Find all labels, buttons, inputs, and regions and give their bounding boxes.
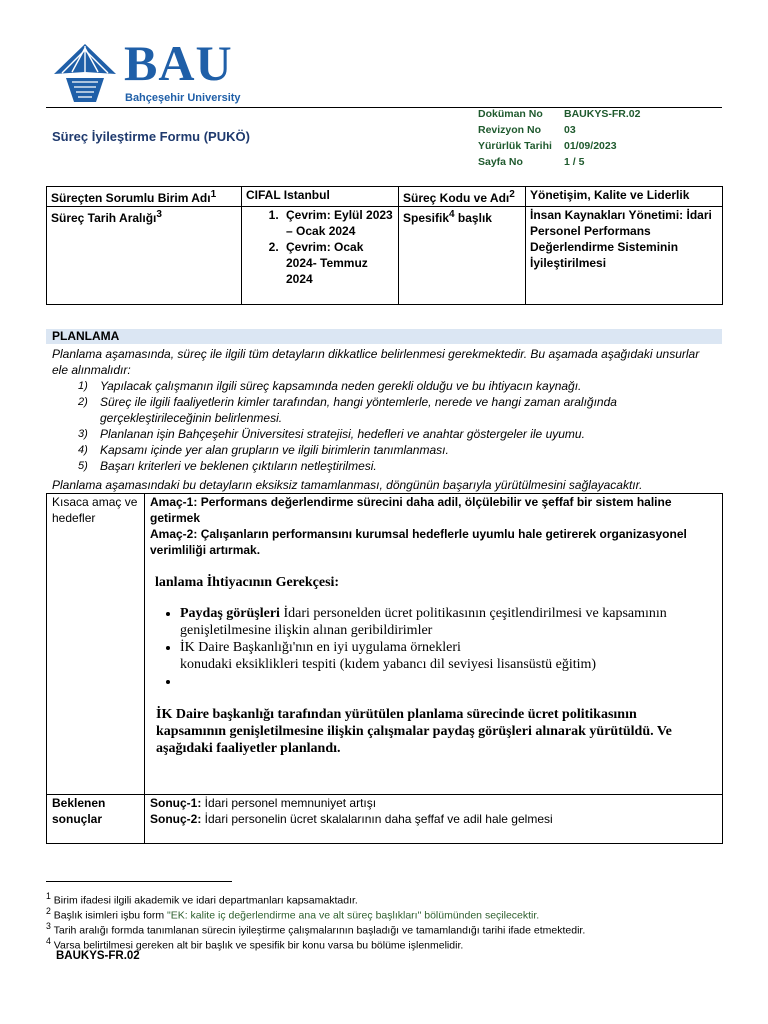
footnote-1: $^1$ Birim ifadesi ilgili akademik ve idari departmanları kapsamaktadır. xyxy=(46,891,358,907)
specific-value: İnsan Kaynakları Yönetimi: İdari Personel Performans Değerlendirme Sisteminin İyileştirilmesi xyxy=(526,207,723,305)
date-label: Süreç Tarih Aralığı$^3$ xyxy=(47,207,242,305)
planlama-section-header: PLANLAMA xyxy=(46,329,722,344)
need-bullets xyxy=(150,605,717,690)
planlama-outro: Planlama aşamasındaki bu detayların eksiksiz tamamlanması, döngünün başarıyla yürütülmesini sağlayacaktır. xyxy=(52,478,643,492)
result-2: Sonuç-2: İdari personelin ücret skalalarının daha şeffaf ve adil hale gelmesi xyxy=(150,812,553,826)
process-label: Süreç Kodu ve Adı$^2$ xyxy=(399,187,526,207)
goal-2: Amaç-2: Çalışanların performansını kurumsal hedeflerle uyumlu hale getirerek organizasyonel verimliliği artırmak. xyxy=(150,527,687,557)
cycle-item: 2. Çevrim: Ocak 2024- Temmuz 2024 xyxy=(282,239,394,287)
goals-content xyxy=(145,494,723,795)
cycle-list xyxy=(242,207,399,305)
goal-1: Amaç-1: Performans değerlendirme sürecini daha adil, ölçülebilir ve şeffaf bir sistem haline getirmek xyxy=(150,495,672,525)
bau-logo-icon xyxy=(52,42,118,104)
footnote-4: $^4$ Varsa belirtilmesi gereken alt bir başlık ve spesifik bir konu varsa bu bölüme işlenmelidir. xyxy=(46,936,464,952)
form-title: Süreç İyileştirme Formu (PUKÖ) xyxy=(52,129,250,144)
list-item xyxy=(180,673,717,690)
meta-effective-date: Yürürlük Tarihi 01/09/2023 xyxy=(478,140,617,152)
planlama-list xyxy=(52,378,718,474)
goals-label: Kısaca amaç ve hedefler xyxy=(47,494,145,795)
footnote-2: $^2$ Başlık isimleri işbu form "EK: kalite iç değerlendirme ana ve alt süreç başlıkları" bölümünden seçilecektir. xyxy=(46,906,540,922)
list-item: 2) Süreç ile ilgili faaliyetlerin kimler tarafından, hangi yöntemlerle, nerede ve hangi zaman aralığında gerçekleştirileceğinin belirlenmesi. xyxy=(78,395,617,425)
list-item: 5) Başarı kriterleri ve beklenen çıktıların netleştirilmesi. xyxy=(78,459,377,473)
list-item: • Paydaş görüşleri İdari personelden ücret politikasının çeşitlendirilmesi ve kapsamının genişletilmesine ilişkin alınan geribildirimler xyxy=(180,605,717,639)
result-1: Sonuç-1: İdari personel memnuniyet artışı xyxy=(150,796,377,810)
list-item: 1) Yapılacak çalışmanın ilgili süreç kapsamında neden gerekli olduğu ve bu ihtiyacın kaynağı. xyxy=(78,379,582,393)
footnote-3: $^3$ Tarih aralığı formda tanımlanan sürecin iyileştirme çalışmalarının başladığı ve tamamlandığı tarihi ifade etmektedir. xyxy=(46,921,586,937)
list-item: 4) Kapsamı içinde yer alan grupların ve ilgili birimlerin tanımlanması. xyxy=(78,443,449,457)
meta-document-no: Doküman No BAUKYS-FR.02 xyxy=(478,108,641,120)
results-content xyxy=(145,795,723,844)
footer-document-code: BAUKYS-FR.02 xyxy=(56,950,140,962)
goals-table xyxy=(46,493,723,844)
meta-page-no: Sayfa No 1 / 5 xyxy=(478,156,585,168)
logo-subtitle: Bahçeşehir University xyxy=(125,92,241,104)
specific-label: Spesifik$^4$ başlık xyxy=(399,207,526,305)
footnote-divider xyxy=(46,881,232,882)
process-info-table xyxy=(46,186,723,305)
results-label: Beklenen sonuçlar xyxy=(47,795,145,844)
planlama-intro: Planlama aşamasında, süreç ile ilgili tüm detayların dikkatlice belirlenmesi gerekmektedir. Bu aşamada aşağıdaki unsurlar ele alınmalıdır: xyxy=(52,347,700,377)
cycle-item: 1. Çevrim: Eylül 2023 – Ocak 2024 xyxy=(282,207,394,239)
process-value: Yönetişim, Kalite ve Liderlik xyxy=(526,187,723,207)
logo-wordmark: BAU xyxy=(124,35,233,91)
list-item: 3) Planlanan işin Bahçeşehir Üniversitesi stratejisi, hedefleri ve anahtar göstergeler ile uyumu. xyxy=(78,427,585,441)
unit-label: Süreçten Sorumlu Birim Adı$^1$ xyxy=(47,187,242,207)
planning-conclusion: İK Daire başkanlığı tarafından yürütülen planlama sürecinde ücret politikasının kapsamının genişletilmesine ilişkin çalışmalar paydaş görüşleri alınarak yürütüldü. Ve aşağıdaki faaliyetler planlandı. xyxy=(156,707,672,756)
need-title: lanlama İhtiyacının Gerekçesi: xyxy=(155,575,340,590)
list-item: • İK Daire Başkanlığı'nın en iyi uygulama örnekleri konudaki eksiklikleri tespiti (kıdem yabancı dil seviyesi lisansüstü eğitim) xyxy=(180,639,717,673)
meta-revision-no: Revizyon No 03 xyxy=(478,124,576,136)
unit-value: CIFAL Istanbul xyxy=(242,187,399,207)
